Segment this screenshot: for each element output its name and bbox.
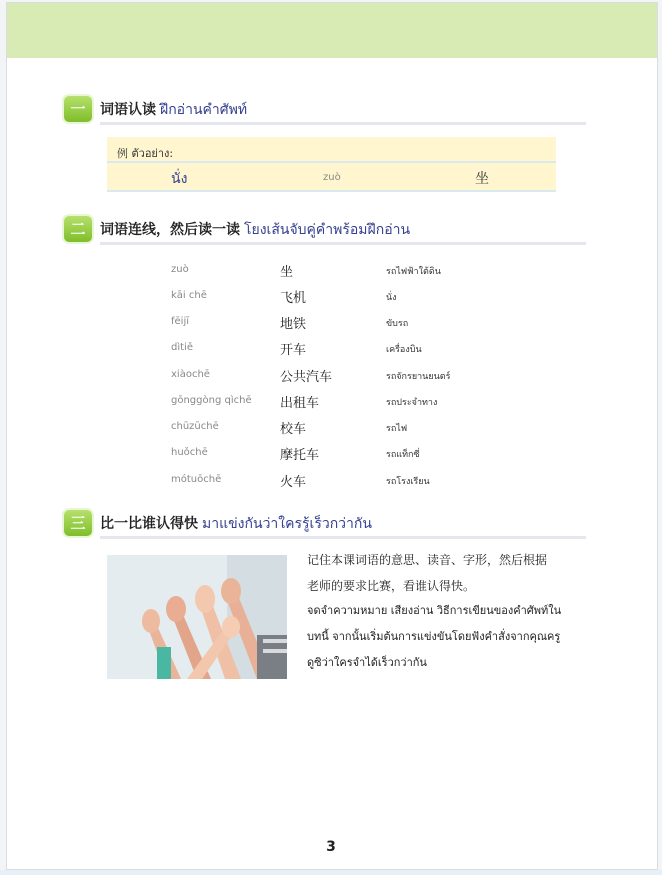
- thai-item: เครื่องบิน: [386, 345, 422, 355]
- hanzi-item: 公共汽车: [280, 370, 333, 385]
- thai-item: รถไฟฟ้าใต้ดิน: [386, 267, 441, 277]
- section-title-thai: โยงเส้นจับคู่คำพร้อมฝึกอ่าน: [244, 222, 411, 238]
- section-title: [100, 513, 372, 535]
- section-title-thai: ฝึกอ่านคำศัพท์: [160, 102, 248, 118]
- hanzi-item: 地铁: [280, 317, 307, 332]
- pinyin-item: dìtiě: [171, 342, 193, 353]
- hanzi-item: 火车: [280, 475, 307, 490]
- header-band: [7, 3, 657, 58]
- thai-line: บทนี้ จากนั้นเริ่มต้นการแข่งขันโดยฟังคำสั่งจากคุณครู: [307, 630, 561, 643]
- pinyin-item: gōnggòng qìchē: [171, 395, 252, 406]
- example-hanzi: 坐: [475, 171, 489, 187]
- hanzi-item: 摩托车: [280, 448, 320, 463]
- chinese-line: 记住本课词语的意思、读音、字形，然后根据: [307, 553, 548, 567]
- example-box: [107, 137, 556, 192]
- section-rule: [100, 536, 586, 539]
- section-title-chinese: 词语认读: [100, 102, 156, 118]
- section-rule: [100, 122, 586, 125]
- matching-row: [171, 260, 531, 280]
- thai-item: รถโรงเรียน: [386, 477, 430, 487]
- matching-row: [171, 365, 531, 385]
- hanzi-item: 出租车: [280, 396, 320, 411]
- pinyin-item: fēijī: [171, 316, 190, 327]
- hanzi-item: 坐: [280, 265, 294, 280]
- raised-hands-illustration: [107, 555, 287, 679]
- pinyin-item: huǒchē: [171, 447, 208, 458]
- example-label: 例 ตัวอย่าง:: [117, 147, 174, 160]
- thai-item: นั่ง: [386, 293, 397, 303]
- thai-line: จดจำความหมาย เสียงอ่าน วิธีการเขียนของคำศัพท์ใน: [307, 604, 562, 617]
- example-bottom-rule: [107, 190, 556, 192]
- section-number-badge: [64, 96, 92, 122]
- example-pinyin: zuò: [323, 172, 341, 183]
- pinyin-item: zuò: [171, 264, 189, 275]
- activity-instruction-thai: [307, 598, 579, 676]
- section-title-thai: มาแข่งกันว่าใครรู้เร็วกว่ากัน: [202, 516, 372, 532]
- matching-row: [171, 417, 531, 437]
- thai-item: รถประจำทาง: [386, 398, 438, 408]
- matching-row: [171, 470, 531, 490]
- section-number: 二: [70, 219, 86, 238]
- section-title-chinese: 比一比谁认得快: [100, 516, 198, 532]
- section-title: [100, 219, 410, 241]
- hanzi-item: 开车: [280, 343, 307, 358]
- matching-row: [171, 338, 531, 358]
- section-number: 一: [70, 99, 86, 118]
- pinyin-item: kāi chē: [171, 290, 207, 301]
- chinese-line: 老师的要求比赛，看谁认得快。: [307, 579, 476, 593]
- example-divider: [107, 161, 556, 163]
- activity-instruction-chinese: [307, 547, 579, 599]
- section-number-badge: [64, 216, 92, 242]
- matching-row: [171, 286, 531, 306]
- raised-hands-photo: [107, 555, 287, 679]
- page-number: 3: [326, 839, 336, 855]
- matching-row: [171, 443, 531, 463]
- section-rule: [100, 242, 586, 245]
- thai-item: รถจักรยานยนตร์: [386, 372, 451, 382]
- thai-item: ขับรถ: [386, 319, 409, 329]
- section-title-chinese: 词语连线，然后读一读: [100, 222, 240, 238]
- section-number: 三: [70, 513, 86, 532]
- matching-row: [171, 312, 531, 332]
- pinyin-item: chūzūchē: [171, 421, 219, 432]
- pinyin-item: xiàochē: [171, 369, 210, 380]
- hanzi-item: 校车: [280, 422, 307, 437]
- matching-row: [171, 391, 531, 411]
- bottom-strip: [0, 870, 662, 875]
- thai-line: ดูซิว่าใครจำได้เร็วกว่ากัน: [307, 656, 427, 669]
- hanzi-item: 飞机: [280, 291, 307, 306]
- section-number-badge: [64, 510, 92, 536]
- section-title: [100, 99, 247, 121]
- pinyin-item: mótuōchē: [171, 474, 222, 485]
- thai-item: รถแท็กซี่: [386, 450, 420, 460]
- example-thai: นั่ง: [171, 171, 188, 187]
- thai-item: รถไฟ: [386, 424, 408, 434]
